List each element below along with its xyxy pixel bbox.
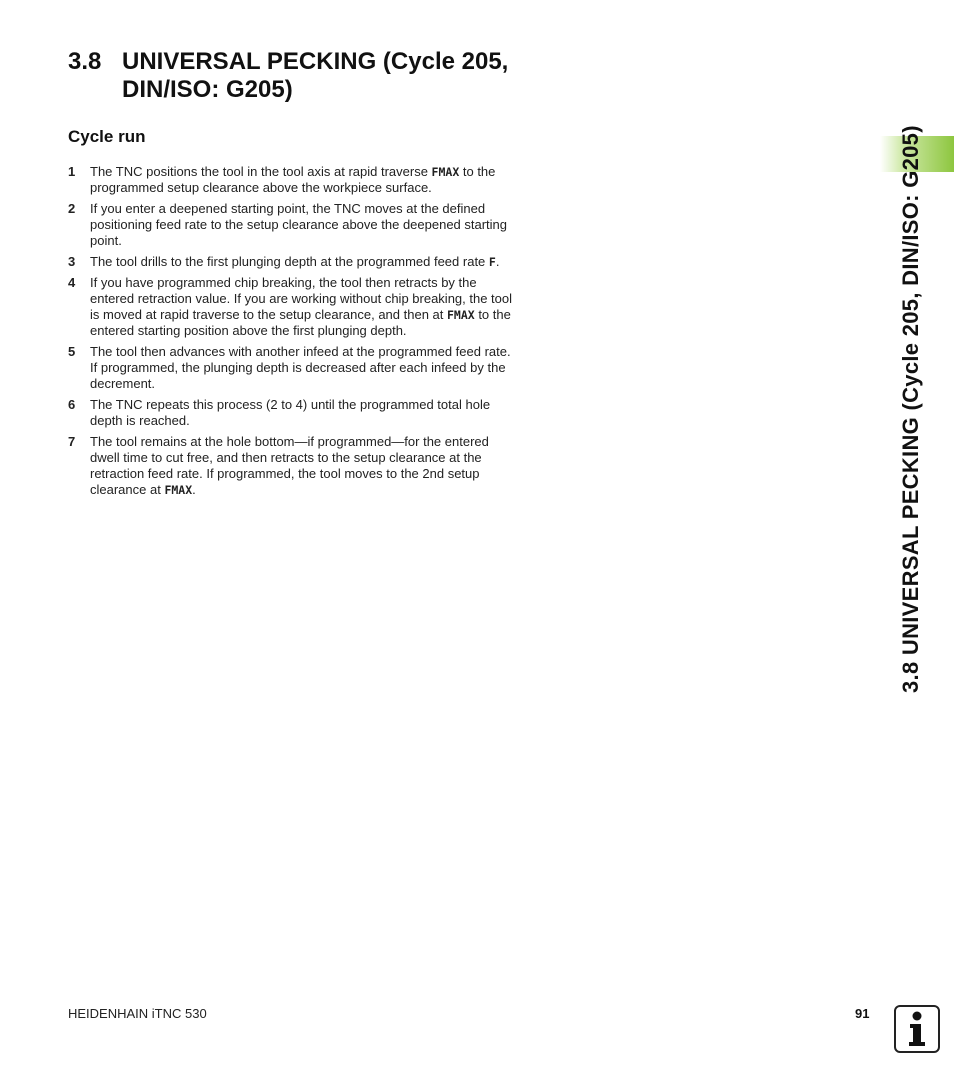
step-item <box>68 201 513 249</box>
footer-product-name: HEIDENHAIN iTNC 530 <box>68 1006 207 1021</box>
step-item <box>68 164 513 196</box>
step-number: 1 <box>68 164 76 179</box>
chapter-title-text: UNIVERSAL PECKING (Cycle 205, DIN/ISO: G205) <box>122 48 509 103</box>
step-number: 3 <box>68 254 76 269</box>
step-number: 4 <box>68 275 76 290</box>
side-running-title: 3.8 UNIVERSAL PECKING (Cycle 205, DIN/ISO: G205) <box>898 125 923 693</box>
step-item <box>68 397 513 429</box>
page-number: 91 <box>855 1006 870 1021</box>
code-fmax: FMAX <box>447 308 475 322</box>
cycle-run-steps <box>68 164 513 503</box>
step-number: 5 <box>68 344 76 359</box>
code-fmax: FMAX <box>431 165 460 179</box>
step-number: 2 <box>68 201 76 216</box>
info-icon <box>894 1005 940 1053</box>
code-fmax: FMAX <box>164 483 193 497</box>
section-heading: Cycle run <box>68 127 146 146</box>
code-f: F <box>488 255 496 269</box>
step-item <box>68 275 513 339</box>
step-text: The TNC repeats this process (2 to 4) until the programmed total hole depth is reached. <box>90 397 491 428</box>
chapter-title <box>68 48 552 104</box>
step-number: 6 <box>68 397 76 412</box>
step-text: The tool remains at the hole bottom—if programmed—for the entered dwell time to cut free, and then retracts to the setup clearance at the retraction feed rate. If programmed, the tool moves to the 2nd setup clearance at FMAX. <box>90 434 489 497</box>
step-item <box>68 254 513 270</box>
step-text: The tool drills to the first plunging depth at the programmed feed rate F. <box>90 254 500 269</box>
chapter-number: 3.8 <box>68 48 102 75</box>
step-item <box>68 434 513 498</box>
step-item <box>68 344 513 392</box>
step-text: The TNC positions the tool in the tool axis at rapid traverse FMAX to the programmed setup clearance above the workpiece surface. <box>90 164 496 195</box>
step-text: If you enter a deepened starting point, the TNC moves at the defined positioning feed rate to the setup clearance above the deepened starting point. <box>90 201 508 248</box>
step-text: If you have programmed chip breaking, the tool then retracts by the entered retraction value. If you are working without chip breaking, the tool is moved at rapid traverse to the setup clearance, and then at FMAX to the entered starting position above the first plunging depth. <box>90 275 513 338</box>
step-text: The tool then advances with another infeed at the programmed feed rate. If programmed, the plunging depth is decreased after each infeed by the decrement. <box>90 344 511 391</box>
step-number: 7 <box>68 434 76 449</box>
